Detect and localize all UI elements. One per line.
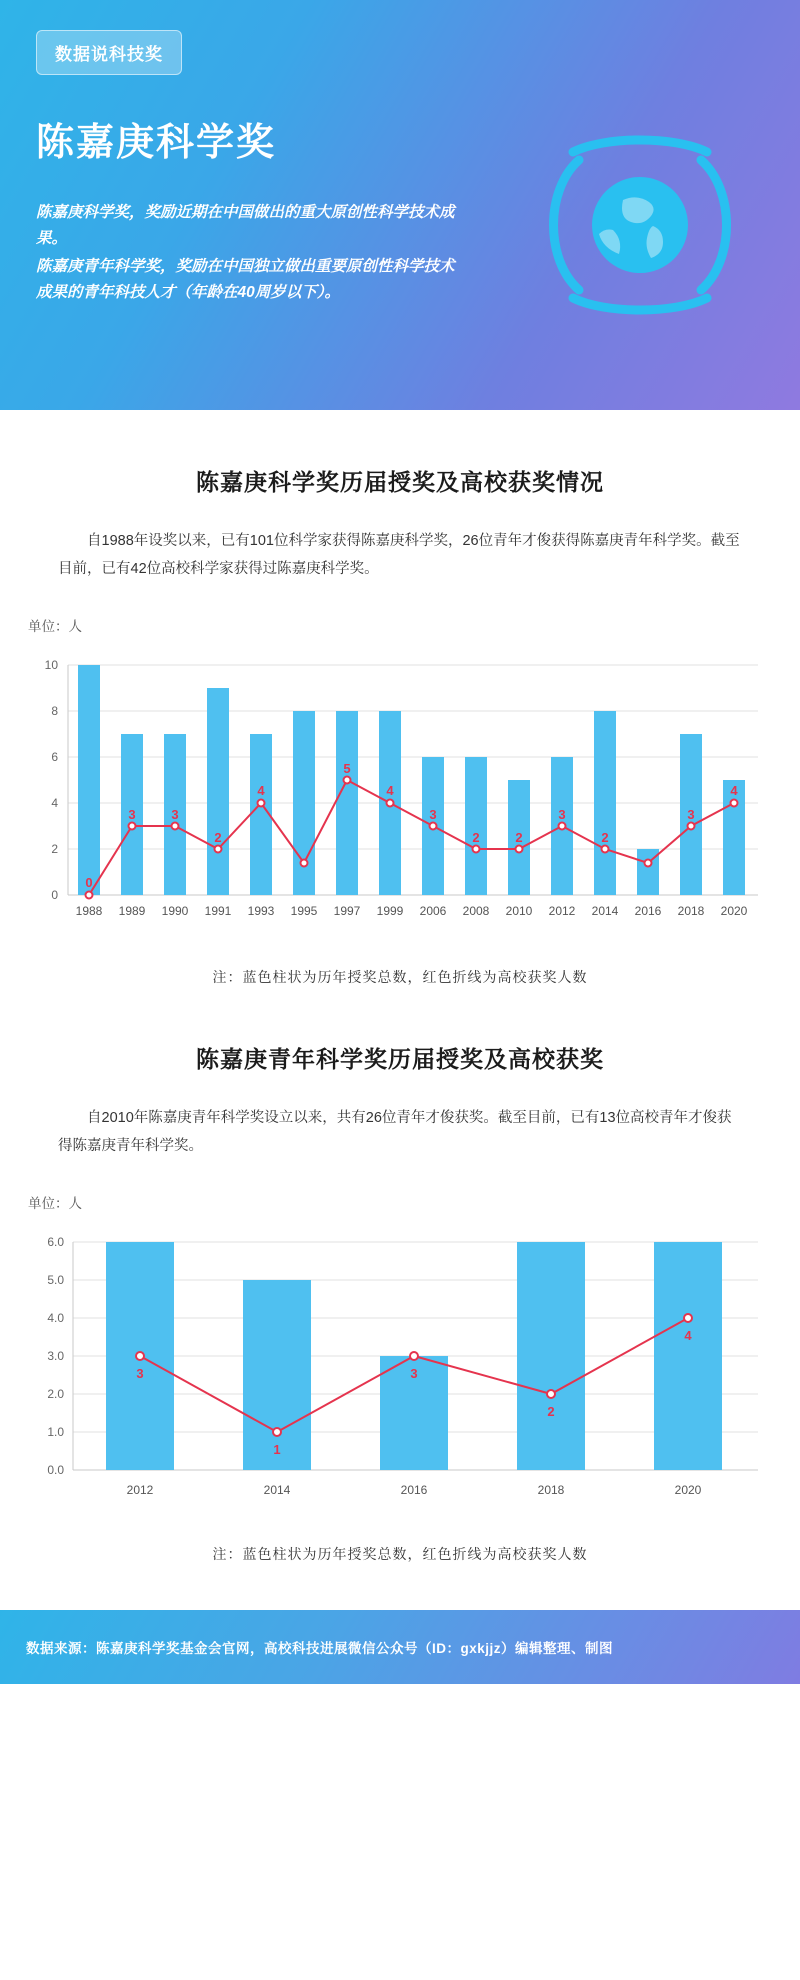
page-header: [0, 0, 800, 410]
section2-title: 陈嘉庚青年科学奖历届授奖及高校获奖: [196, 1046, 604, 1072]
svg-text:0: 0: [51, 888, 58, 902]
svg-text:3: 3: [171, 807, 179, 822]
chart2-y-axis-labels: [47, 1235, 64, 1477]
svg-text:1989: 1989: [118, 904, 146, 918]
page-footer: [0, 1610, 800, 1684]
svg-text:2006: 2006: [419, 904, 447, 918]
header-description: [36, 200, 466, 306]
section-awards-history: [0, 464, 800, 987]
svg-text:2016: 2016: [634, 904, 662, 918]
svg-text:8: 8: [51, 704, 58, 718]
svg-text:1.0: 1.0: [47, 1425, 64, 1439]
svg-text:3: 3: [410, 1366, 418, 1381]
svg-text:2: 2: [601, 830, 609, 845]
section-youth-awards: [0, 1041, 800, 1564]
svg-text:0: 0: [85, 875, 93, 890]
svg-text:2012: 2012: [126, 1483, 154, 1497]
chart-youth-awards: [28, 1222, 772, 1522]
footer-source-text: 数据来源：陈嘉庚科学奖基金会官网，高校科技进展微信公众号（ID：gxkjjz）编辑整理、制图: [26, 1641, 614, 1656]
svg-text:3: 3: [429, 807, 437, 822]
page-title: 陈嘉庚科学奖: [36, 122, 277, 164]
svg-text:6.0: 6.0: [47, 1235, 64, 1249]
svg-text:4: 4: [730, 783, 738, 798]
svg-text:1999: 1999: [376, 904, 404, 918]
svg-text:4: 4: [386, 783, 394, 798]
svg-text:10: 10: [44, 658, 58, 672]
svg-text:3: 3: [558, 807, 566, 822]
svg-text:4: 4: [51, 796, 58, 810]
svg-text:1995: 1995: [290, 904, 318, 918]
section1-unit-label: 单位：人: [28, 619, 82, 634]
svg-text:3: 3: [128, 807, 136, 822]
svg-text:2010: 2010: [505, 904, 533, 918]
section1-description: 自1988年设奖以来，已有101位科学家获得陈嘉庚科学奖，26位青年才俊获得陈嘉庚青年科学奖。截至目前，已有42位高校科学家获得过陈嘉庚科学奖。: [58, 533, 740, 577]
svg-text:2012: 2012: [548, 904, 576, 918]
svg-text:2014: 2014: [263, 1483, 291, 1497]
section2-unit-label: 单位：人: [28, 1196, 82, 1211]
svg-text:4: 4: [684, 1328, 692, 1343]
svg-text:2: 2: [515, 830, 523, 845]
svg-text:2018: 2018: [537, 1483, 565, 1497]
svg-text:6: 6: [51, 750, 58, 764]
svg-text:2: 2: [472, 830, 480, 845]
chart-awards-history: [28, 645, 772, 945]
svg-text:2: 2: [214, 830, 222, 845]
svg-text:2008: 2008: [462, 904, 490, 918]
svg-text:2: 2: [51, 842, 58, 856]
header-badge: 数据说科技奖: [36, 30, 182, 75]
chart1-y-axis-labels: [45, 658, 59, 902]
svg-text:2014: 2014: [591, 904, 619, 918]
svg-text:1993: 1993: [247, 904, 275, 918]
header-description-line-1: 陈嘉庚科学奖，奖励近期在中国做出的重大原创性科学技术成果。: [36, 204, 455, 247]
section1-title: 陈嘉庚科学奖历届授奖及高校获奖情况: [196, 469, 604, 495]
svg-text:2020: 2020: [720, 904, 748, 918]
svg-text:5.0: 5.0: [47, 1273, 64, 1287]
chart1-note: 注：蓝色柱状为历年授奖总数，红色折线为高校获奖人数: [212, 969, 588, 985]
svg-text:1991: 1991: [204, 904, 232, 918]
chart1-x-axis-labels: [76, 904, 748, 918]
chart2-note: 注：蓝色柱状为历年授奖总数，红色折线为高校获奖人数: [212, 1546, 588, 1562]
globe-atom-icon: [535, 130, 745, 320]
svg-text:5: 5: [343, 761, 351, 776]
chart2-x-axis-labels: [127, 1483, 702, 1497]
svg-text:2018: 2018: [677, 904, 705, 918]
svg-text:3: 3: [136, 1366, 144, 1381]
svg-text:1990: 1990: [161, 904, 189, 918]
header-description-line-2: 陈嘉庚青年科学奖，奖励在中国独立做出重要原创性科学技术成果的青年科技人才（年龄在40周岁以下）。: [36, 258, 455, 301]
svg-text:3: 3: [687, 807, 695, 822]
svg-text:2: 2: [547, 1404, 555, 1419]
svg-text:0.0: 0.0: [47, 1463, 64, 1477]
svg-text:1: 1: [273, 1442, 281, 1457]
svg-text:4: 4: [257, 783, 265, 798]
svg-text:2016: 2016: [400, 1483, 428, 1497]
section2-description: 自2010年陈嘉庚青年科学奖设立以来，共有26位青年才俊获奖。截至目前，已有13位高校青年才俊获得陈嘉庚青年科学奖。: [58, 1110, 732, 1154]
svg-text:4.0: 4.0: [47, 1311, 64, 1325]
svg-text:1988: 1988: [75, 904, 103, 918]
svg-text:2.0: 2.0: [47, 1387, 64, 1401]
svg-text:3.0: 3.0: [47, 1349, 64, 1363]
svg-text:2020: 2020: [674, 1483, 702, 1497]
svg-text:1997: 1997: [333, 904, 361, 918]
